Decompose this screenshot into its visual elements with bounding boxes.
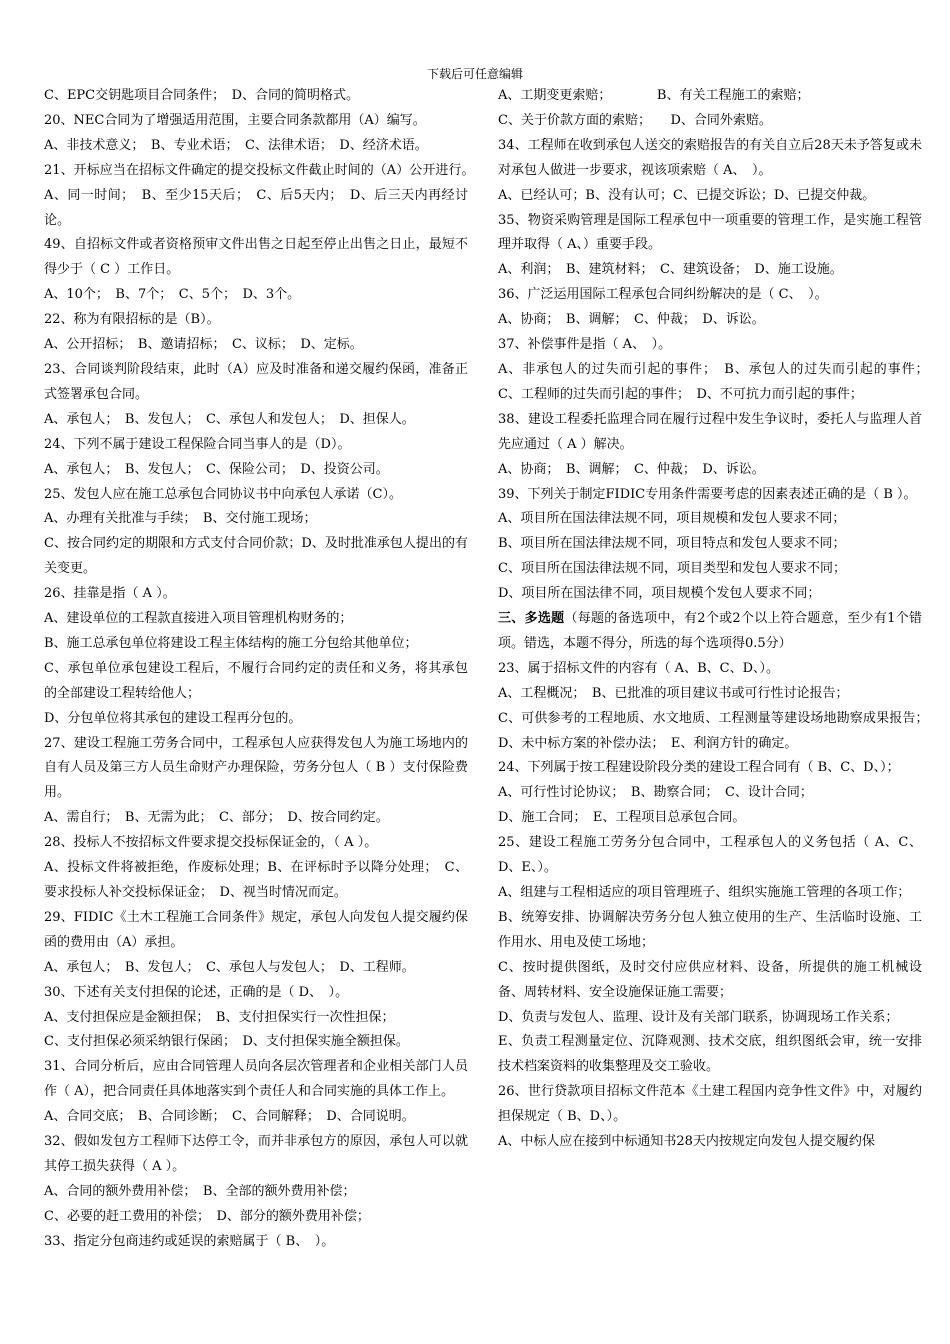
text-line: A、承包人； B、发包人； C、承包人与发包人； D、工程师。	[44, 959, 415, 975]
text-line: A、协商； B、调解； C、仲裁； D、诉讼。	[498, 461, 765, 477]
section-paragraph	[498, 607, 922, 657]
page-header: 下载后可任意编辑	[426, 67, 523, 81]
text-line: 24、下列属于按工程建设阶段分类的建设工程合同有（ B、C、D、）；	[498, 760, 900, 776]
text-line: C、必要的赶工费用的补偿； D、部分的额外费用补偿；	[44, 1208, 370, 1224]
text-line: A、办理有关批准与手续； B、交付施工现场；	[44, 511, 317, 527]
right-column	[498, 84, 936, 1155]
text-line: 23、合同谈判阶段结束，此时（A）应及时准备和递交履约保函，准备正式签署承包合同。	[44, 361, 468, 402]
text-line: C、支付担保必须采纳银行保函； D、支付担保实施全额担保。	[44, 1034, 409, 1050]
text-line: 29、FIDIC《土木工程施工合同条件》规定，承包人向发包人提交履约保函的费用由（A）承担。	[44, 909, 468, 950]
text-line: A、公开招标； B、邀请招标； C、议标； D、定标。	[44, 337, 363, 353]
text-line: B、统筹安排、协调解决劳务分包人独立使用的生产、生活临时设施、工作用水、用电及使工场地；	[498, 909, 922, 950]
text-line: D、项目所在国法律不同，项目规模个发包人要求不同；	[498, 586, 821, 602]
text-line: 24、下列不属于建设工程保险合同当事人的是（D）。	[44, 436, 351, 452]
text-line: 31、合同分析后，应由合同管理人员向各层次管理者和企业相关部门人员作（ A），把合同责任具体地落实到个责任人和合同实施的具体工作上。	[44, 1059, 468, 1100]
text-line: C、关于价款方面的索赔； D、合同外索赔。	[498, 112, 772, 128]
text-line: 25、建设工程施工劳务分包合同中，工程承包人的义务包括（ A、C、D、E、）。	[498, 835, 922, 876]
text-line: A、组建与工程相适应的项目管理班子、组织实施施工管理的各项工作；	[498, 885, 911, 900]
text-line: A、中标人应在接到中标通知书28天内按规定向发包人提交履约保	[498, 1134, 875, 1150]
section-note: （每题的备选项中，有2个或2个以上符合题意，至少有1个错项。错选，本题不得分，所选的每个选项得0.5分）	[498, 611, 922, 651]
text-line: C、EPC交钥匙项目合同条件； D、合同的简明格式。	[44, 88, 360, 103]
text-line: 32、假如发包方工程师下达停工令，而并非承包方的原因，承包人可以就其停工损失获得（ A ）。	[44, 1134, 468, 1174]
text-line: A、承包人； B、发包人； C、承包人和发包人； D、担保人。	[44, 411, 415, 427]
text-line: 30、下述有关支付担保的论述，正确的是（ D、 ）。	[44, 984, 349, 1000]
text-line: A、支付担保应是金额担保； B、支付担保实行一次性担保；	[44, 1009, 395, 1025]
text-line: A、建设单位的工程款直接进入项目管理机构财务的；	[44, 611, 353, 627]
text-line: A、项目所在国法律法规不同，项目规模和发包人要求不同；	[498, 511, 846, 527]
text-line: 27、建设工程施工劳务合同中，工程承包人应获得发包人为施工场地内的自有人员及第三方人员生命财产办理保险，劳务分包人（ B ）支付保险费用。	[44, 735, 468, 801]
text-line: 21、开标应当在招标文件确定的提交投标文件截止时间的（A）公开进行。 A、同一时间； B、至少15天后； C、后5天内； D、后三天内再经讨论。	[44, 162, 482, 228]
text-line: 26、挂靠是指（ A ）。	[44, 586, 176, 602]
text-line: 22、称为有限招标的是（B）。	[44, 312, 220, 328]
text-line: A、合同交底； B、合同诊断； C、合同解释； D、合同说明。	[44, 1109, 415, 1125]
text-line: A、承包人； B、发包人； C、保险公司； D、投资公司。	[44, 461, 389, 477]
text-line: C、承包单位承包建设工程后，不履行合同约定的责任和义务，将其承包的全部建设工程转给他人；	[44, 660, 468, 701]
text-line: A、工程概况； B、已批准的项目建议书或可行性讨论报告；	[498, 685, 849, 701]
text-line: B、施工总承包单位将建设工程主体结构的施工分包给其他单位；	[44, 635, 418, 651]
text-line: E、负责工程测量定位、沉降观测、技术交底，组织图纸会审，统一安排技术档案资料的收集整理及交工验收。	[498, 1034, 922, 1075]
text-line: 26、世行贷款项目招标文件范本《土建工程国内竞争性文件》中，对履约担保规定（ B、D、）。	[498, 1084, 922, 1125]
text-line: A、非技术意义； B、专业术语； C、法律术语； D、经济术语。	[44, 137, 428, 153]
left-column	[44, 84, 482, 1255]
text-line: 35、物资采购管理是国际工程承包中一项重要的管理工作，是实施工程管理并取得（ A、）重要手段。	[498, 212, 922, 253]
text-line: 49、自招标文件或者资格预审文件出售之日起至停止出售之日止，最短不得少于（ C ）工作日。	[44, 237, 468, 278]
text-line: D、分包单位将其承包的建设工程再分包的。	[44, 710, 302, 726]
text-line: 23、属于招标文件的内容有（ A、B、C、D、）。	[498, 660, 779, 676]
text-line: A、需自行； B、无需为此； C、部分； D、按合同约定。	[44, 810, 389, 826]
text-line: 33、指定分包商违约或延误的索赔属于（ B、 ）。	[44, 1233, 335, 1249]
text-line: A、投标文件将被拒绝，作废标处理；B、在评标时予以降分处理； C、要求投标人补交投标保证金； D、视当时情况而定。	[44, 860, 468, 900]
text-line: A、协商； B、调解； C、仲裁； D、诉讼。	[498, 312, 765, 328]
text-line: C、可供参考的工程地质、水文地质、工程测量等建设场地勘察成果报告； D、未中标方案的补偿办法； E、利润方针的确定。	[498, 710, 936, 751]
text-line: 20、NEC合同为了增强适用范围，主要合同条款都用（A）编写。	[44, 112, 426, 128]
text-line: 36、广泛运用国际工程承包合同纠纷解决的是（ C、 ）。	[498, 287, 828, 303]
text-line: C、按时提供图纸，及时交付应供应材料、设备，所提供的施工机械设备、周转材料、安全设施保证施工需要；	[498, 959, 922, 1000]
text-line: A、合同的额外费用补偿； B、全部的额外费用补偿；	[44, 1183, 356, 1199]
text-line: D、施工合同； E、工程项目总承包合同。	[498, 810, 746, 826]
text-line: C、项目所在国法律法规不同，项目类型和发包人要求不同；	[498, 561, 846, 577]
text-line: A、工期变更索赔； B、有关工程施工的索赔；	[498, 88, 810, 103]
text-line: 25、发包人应在施工总承包合同协议书中向承包人承诺（C）。	[44, 486, 402, 502]
text-line: C、按合同约定的期限和方式支付合同价款；D、及时批准承包人提出的有关变更。	[44, 536, 468, 577]
text-line: D、负责与发包人、监理、设计及有关部门联系，协调现场工作关系；	[498, 1009, 899, 1025]
text-line: A、10个； B、7个； C、5个； D、3个。	[44, 287, 301, 303]
text-line: 37、补偿事件是指（ A、 ）。	[498, 337, 672, 353]
text-line: 28、投标人不按招标文件要求提交投标保证金的，（ A ）。	[44, 835, 378, 851]
text-line: A、非承包人的过失而引起的事件； B、承包人的过失而引起的事件； C、工程师的过失而引起的事件； D、不可抗力而引起的事件；	[498, 361, 936, 402]
text-line: B、项目所在国法律法规不同，项目特点和发包人要求不同；	[498, 536, 846, 552]
text-line: A、可行性讨论协议； B、勘察合同； C、设计合同；	[498, 785, 813, 801]
text-line: 38、建设工程委托监理合同在履行过程中发生争议时，委托人与监理人首先应通过（ A ）解决。	[498, 411, 922, 452]
text-line: 39、下列关于制定FIDIC专用条件需要考虑的因素表述正确的是（ B ）。	[498, 486, 917, 502]
section-label: 三、多选题	[498, 611, 565, 627]
text-line: 34、工程师在收到承包人送交的索赔报告的有关自立后28天未予答复或未对承包人做进一步要求，视该项索赔（ A、 ）。	[498, 137, 922, 178]
text-line: A、利润； B、建筑材料； C、建筑设备； D、施工设施。	[498, 262, 843, 278]
text-line: A、已经认可；B、没有认可；C、已提交诉讼；D、已提交仲裁。	[498, 187, 876, 203]
